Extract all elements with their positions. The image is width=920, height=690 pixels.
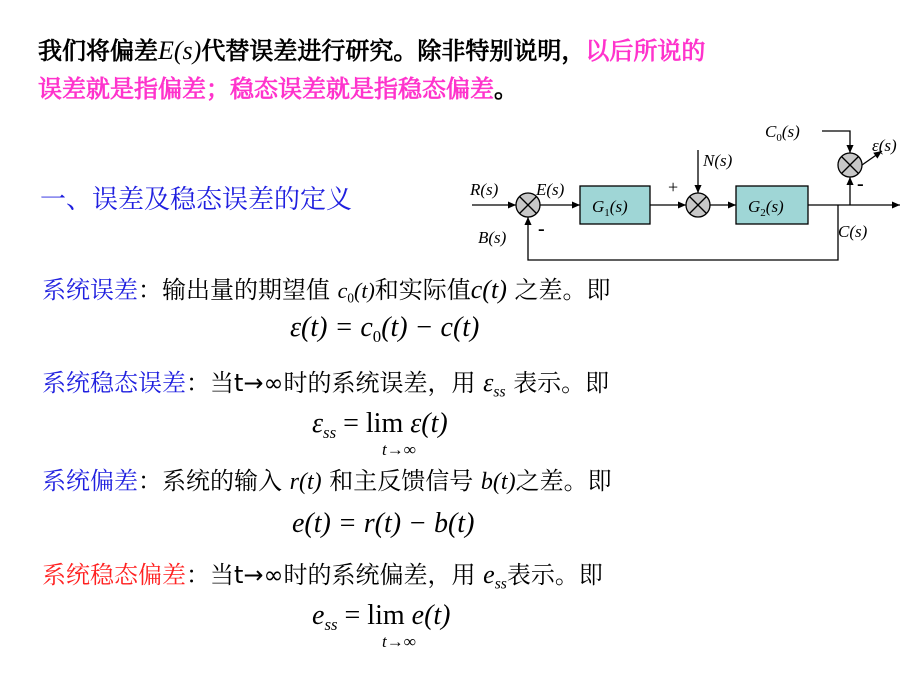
- label-n: N(s): [703, 151, 733, 170]
- limit-subscript-2: t→∞: [382, 632, 416, 651]
- equation-system-deviation: e(t) = r(t) − b(t): [292, 508, 475, 539]
- symbol-rt: r(t): [289, 469, 322, 495]
- label-c0: $C_0(s)$: [765, 122, 800, 144]
- feedback-minus: -: [538, 218, 545, 240]
- limit-subscript-1: t→∞: [382, 440, 416, 459]
- def-steady-state-error: [42, 368, 609, 407]
- symbol-epsilon-ss: $\varepsilon_{ss}$: [483, 368, 506, 401]
- intro-end: 。: [494, 75, 518, 103]
- symbol-e-ss: $e_{ss}$: [483, 560, 507, 593]
- intro-es-symbol: E(s): [158, 36, 202, 65]
- summing-junction-2: [686, 193, 710, 217]
- desired-output-arrow: [822, 131, 850, 153]
- intro-text-2: 代替误差进行研究。除非特别说明，: [201, 37, 586, 65]
- def-system-deviation: [42, 466, 612, 497]
- intro-line-2: [38, 74, 518, 104]
- intro-text: 我们将偏差: [38, 37, 158, 65]
- def-steady-state-deviation: [42, 560, 603, 599]
- def3-text-1: 系统的输入: [162, 467, 282, 495]
- term-steady-state-deviation: 系统稳态偏差: [42, 561, 186, 589]
- def3-text-3: 之差。即: [515, 467, 612, 495]
- def4-text-1: 当t→∞时的系统偏差，用: [210, 561, 476, 589]
- def2-text-1: 当t→∞时的系统误差，用: [210, 369, 476, 397]
- label-g2: $G_2(s)$: [748, 197, 784, 219]
- symbol-ct: c(t): [470, 275, 507, 304]
- intro-highlight-2: 误差就是指偏差；稳态误差就是指稳态偏差: [38, 75, 494, 103]
- label-g1: $G_1(s)$: [592, 197, 628, 219]
- junction-3-minus: -: [857, 173, 864, 195]
- block-diagram: [460, 115, 920, 270]
- summing-junction-3: [838, 153, 862, 177]
- term-system-error: 系统误差: [42, 276, 138, 304]
- term-system-deviation: 系统偏差: [42, 467, 138, 495]
- label-eps: ε(s): [872, 136, 897, 155]
- label-e: E(s): [536, 180, 565, 199]
- def1-text-2: 和实际值: [374, 276, 471, 304]
- def4-text-2: 表示。即: [506, 561, 603, 589]
- colon: ：: [186, 369, 210, 397]
- label-r: R(s): [470, 180, 499, 199]
- symbol-bt: b(t): [480, 469, 516, 495]
- label-b: B(s): [478, 228, 507, 247]
- label-c: C(s): [838, 222, 868, 241]
- colon: ：: [138, 467, 162, 495]
- def1-text-1: 输出量的期望值: [162, 276, 330, 304]
- equation-steady-state-error: $\varepsilon_{ss} = \lim \varepsilon(t)$: [312, 408, 448, 442]
- def2-text-2: 表示。即: [513, 369, 610, 397]
- symbol-c0t: $c_0(t)$: [337, 278, 375, 306]
- intro-line-1: [38, 36, 705, 66]
- term-steady-state-error: 系统稳态误差: [42, 369, 186, 397]
- intro-highlight-1: 以后所说的: [585, 37, 706, 65]
- equation-system-error: $\varepsilon(t) = c_0(t) - c(t)$: [290, 312, 480, 346]
- section-title: 一、误差及稳态误差的定义: [40, 185, 353, 215]
- equation-steady-state-deviation: $e_{ss} = \lim e(t)$: [312, 600, 451, 634]
- def-system-error: [42, 275, 611, 314]
- def3-text-2: 和主反馈信号: [329, 467, 474, 495]
- label-plus: +: [668, 177, 679, 197]
- colon: ：: [138, 276, 162, 304]
- def1-text-3: 之差。即: [514, 276, 611, 304]
- colon: ：: [186, 561, 210, 589]
